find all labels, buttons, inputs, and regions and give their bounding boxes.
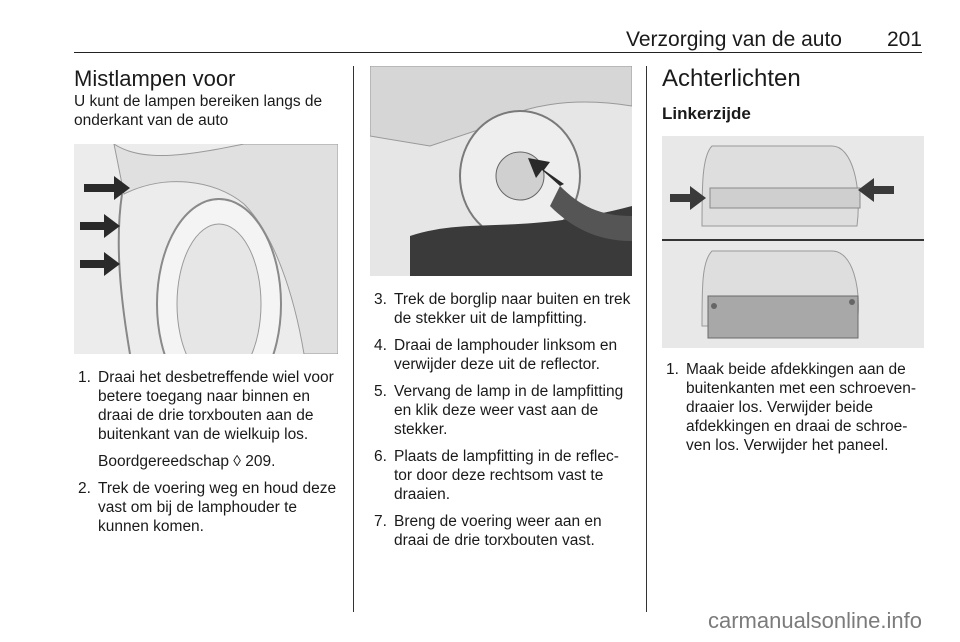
list-item: 1. Draai het desbetreffende wiel voor betere toegang naar binnen en draai de drie torxbouten aan de buitenkant van de wielkuip los. [78,369,334,443]
list-item: 1. Maak beide afdekkingen aan de buitenkanten met een schroeven-draaier los. Verwijder beide afdekkingen en draai de schroe-ven los. Verwijder het paneel. [666,361,917,454]
steps-list-1 [74,368,344,444]
steps-list-2 [370,290,634,550]
header-title: Verzorging van de auto [626,28,842,51]
section-title-tail-lights: Achterlichten [662,65,801,92]
list-item: 2. Trek de voering weg en houd deze vast om bij de lamphouder te kunnen komen. [78,480,337,535]
list-item: 4. Draai de lamphouder linksom en verwijder deze uit de reflector. [374,337,618,373]
steps-list-3 [662,360,924,455]
intro-text: U kunt de lampen bereiken langs de onderkant van de auto [74,93,323,129]
watermark: carmanualsonline.info [707,608,922,633]
column-divider-2 [646,66,647,612]
tail-light-panel-illustration [662,136,924,348]
list-item: 5. Vervang de lamp in de lampfitting en klik deze weer vast aan de stekker. [374,383,624,438]
section-title-fog-lights: Mistlampen voor [74,66,236,91]
list-item: 7. Breng de voering weer aan en draai de drie torxbouten vast. [374,513,602,549]
list-item: 3. Trek de borglip naar buiten en trek de stekker uit de lampfitting. [374,291,631,327]
page-number: 201 [886,28,922,51]
column-tail-lights [662,66,924,463]
lamp-holder-illustration [370,66,632,276]
wheel-arch-illustration [74,144,338,354]
list-item: 6. Plaats de lampfitting in de reflec-tor door deze rechtsom vast te draaien. [374,448,619,503]
column-divider-1 [353,66,354,612]
column-steps [370,66,634,558]
subsection-title: Linkerzijde [662,104,751,123]
column-fog-lights [74,66,344,544]
page-header [74,22,922,53]
steps-list-1b [74,479,344,536]
tools-note: Boordgereedschap ◊ 209. [98,453,276,470]
